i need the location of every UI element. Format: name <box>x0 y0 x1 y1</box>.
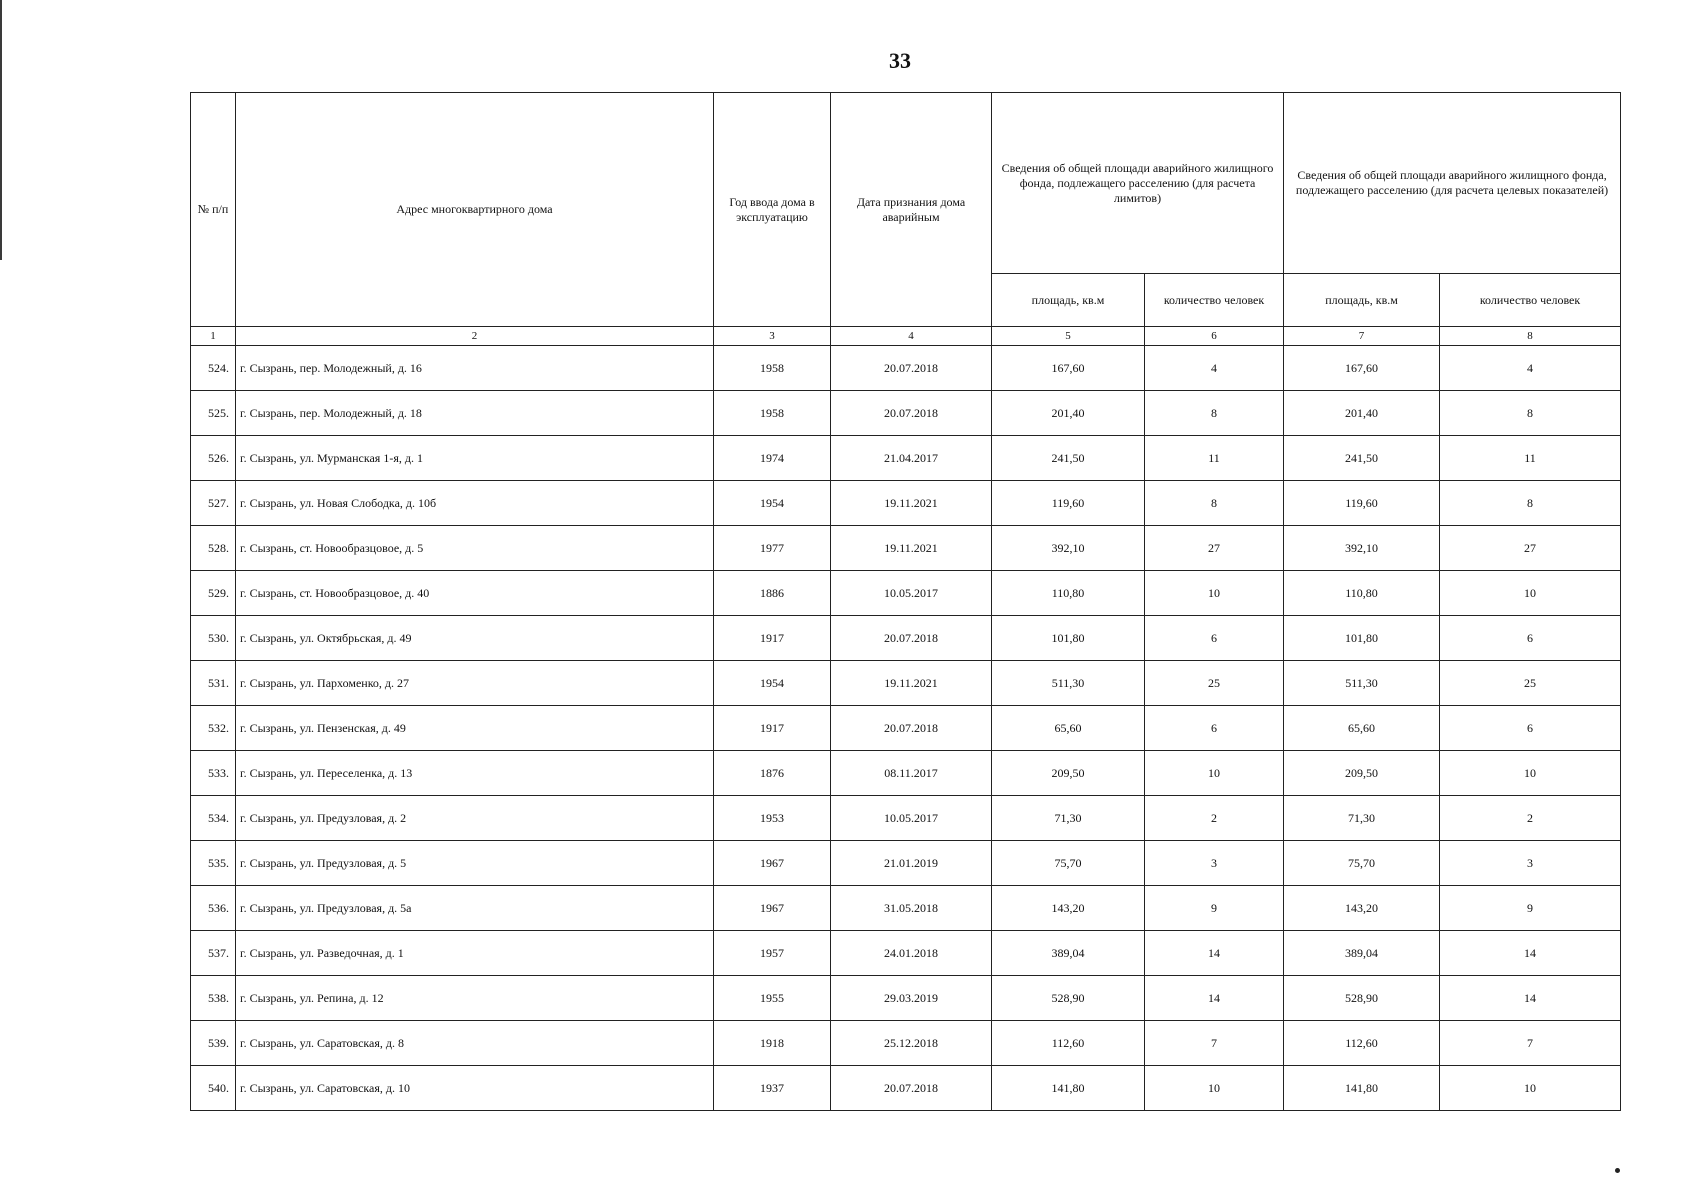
cell-year: 1974 <box>714 436 831 481</box>
table-body <box>191 346 1621 1111</box>
cell-people-targets: 14 <box>1440 931 1621 976</box>
column-number: 6 <box>1145 327 1284 346</box>
cell-area-limits: 511,30 <box>992 661 1145 706</box>
cell-year: 1955 <box>714 976 831 1021</box>
header-area-targets: площадь, кв.м <box>1284 274 1440 327</box>
cell-address: г. Сызрань, ул. Пензенская, д. 49 <box>236 706 714 751</box>
table-row <box>191 796 1621 841</box>
cell-people-targets: 6 <box>1440 616 1621 661</box>
cell-area-limits: 75,70 <box>992 841 1145 886</box>
cell-people-targets: 8 <box>1440 481 1621 526</box>
table-row <box>191 751 1621 796</box>
cell-date: 19.11.2021 <box>831 481 992 526</box>
cell-people-targets: 27 <box>1440 526 1621 571</box>
cell-people-limits: 6 <box>1145 706 1284 751</box>
cell-year: 1977 <box>714 526 831 571</box>
table-row <box>191 571 1621 616</box>
cell-date: 10.05.2017 <box>831 796 992 841</box>
table-row <box>191 1021 1621 1066</box>
cell-area-targets: 528,90 <box>1284 976 1440 1021</box>
cell-people-targets: 14 <box>1440 976 1621 1021</box>
cell-address: г. Сызрань, ул. Разведочная, д. 1 <box>236 931 714 976</box>
header-year: Год ввода дома в эксплуатацию <box>714 93 831 327</box>
table-row <box>191 886 1621 931</box>
cell-area-targets: 119,60 <box>1284 481 1440 526</box>
cell-date: 20.07.2018 <box>831 706 992 751</box>
column-number: 4 <box>831 327 992 346</box>
cell-people-targets: 9 <box>1440 886 1621 931</box>
cell-date: 24.01.2018 <box>831 931 992 976</box>
cell-year: 1876 <box>714 751 831 796</box>
cell-area-targets: 209,50 <box>1284 751 1440 796</box>
cell-people-targets: 10 <box>1440 751 1621 796</box>
cell-area-targets: 110,80 <box>1284 571 1440 616</box>
cell-area-limits: 71,30 <box>992 796 1145 841</box>
cell-index: 532. <box>191 706 236 751</box>
cell-people-limits: 14 <box>1145 976 1284 1021</box>
cell-address: г. Сызрань, ст. Новообразцовое, д. 5 <box>236 526 714 571</box>
cell-year: 1967 <box>714 841 831 886</box>
cell-year: 1957 <box>714 931 831 976</box>
cell-index: 526. <box>191 436 236 481</box>
cell-date: 31.05.2018 <box>831 886 992 931</box>
cell-people-limits: 11 <box>1145 436 1284 481</box>
cell-date: 20.07.2018 <box>831 616 992 661</box>
cell-index: 531. <box>191 661 236 706</box>
cell-index: 529. <box>191 571 236 616</box>
cell-people-limits: 10 <box>1145 1066 1284 1111</box>
cell-area-limits: 101,80 <box>992 616 1145 661</box>
table-row <box>191 346 1621 391</box>
cell-index: 534. <box>191 796 236 841</box>
cell-people-targets: 4 <box>1440 346 1621 391</box>
emergency-housing-table <box>190 92 1621 1111</box>
table-row <box>191 1066 1621 1111</box>
table-row <box>191 526 1621 571</box>
cell-date: 21.04.2017 <box>831 436 992 481</box>
cell-area-limits: 167,60 <box>992 346 1145 391</box>
cell-year: 1937 <box>714 1066 831 1111</box>
cell-index: 533. <box>191 751 236 796</box>
table-row <box>191 661 1621 706</box>
table-row <box>191 706 1621 751</box>
header-address: Адрес многоквартирного дома <box>236 93 714 327</box>
cell-date: 19.11.2021 <box>831 526 992 571</box>
cell-year: 1958 <box>714 346 831 391</box>
cell-date: 21.01.2019 <box>831 841 992 886</box>
column-number: 3 <box>714 327 831 346</box>
cell-area-limits: 389,04 <box>992 931 1145 976</box>
header-date: Дата признания дома аварийным <box>831 93 992 327</box>
table-row <box>191 841 1621 886</box>
header-people-limits: количество человек <box>1145 274 1284 327</box>
cell-people-targets: 2 <box>1440 796 1621 841</box>
cell-address: г. Сызрань, ст. Новообразцовое, д. 40 <box>236 571 714 616</box>
column-number-row <box>191 327 1621 346</box>
cell-index: 528. <box>191 526 236 571</box>
header-people-targets: количество человек <box>1440 274 1621 327</box>
cell-address: г. Сызрань, ул. Мурманская 1-я, д. 1 <box>236 436 714 481</box>
header-row <box>191 93 1621 274</box>
cell-area-targets: 71,30 <box>1284 796 1440 841</box>
cell-area-targets: 143,20 <box>1284 886 1440 931</box>
cell-address: г. Сызрань, пер. Молодежный, д. 16 <box>236 346 714 391</box>
cell-year: 1954 <box>714 481 831 526</box>
cell-people-targets: 3 <box>1440 841 1621 886</box>
cell-area-limits: 209,50 <box>992 751 1145 796</box>
cell-year: 1958 <box>714 391 831 436</box>
cell-date: 20.07.2018 <box>831 346 992 391</box>
column-number: 5 <box>992 327 1145 346</box>
cell-people-targets: 8 <box>1440 391 1621 436</box>
cell-year: 1918 <box>714 1021 831 1066</box>
cell-year: 1954 <box>714 661 831 706</box>
table-row <box>191 436 1621 481</box>
cell-people-limits: 25 <box>1145 661 1284 706</box>
cell-date: 08.11.2017 <box>831 751 992 796</box>
cell-index: 540. <box>191 1066 236 1111</box>
cell-address: г. Сызрань, ул. Репина, д. 12 <box>236 976 714 1021</box>
cell-people-targets: 6 <box>1440 706 1621 751</box>
table-row <box>191 616 1621 661</box>
cell-index: 538. <box>191 976 236 1021</box>
cell-area-targets: 392,10 <box>1284 526 1440 571</box>
cell-index: 530. <box>191 616 236 661</box>
cell-address: г. Сызрань, ул. Саратовская, д. 10 <box>236 1066 714 1111</box>
cell-area-limits: 528,90 <box>992 976 1145 1021</box>
cell-area-limits: 201,40 <box>992 391 1145 436</box>
column-number: 7 <box>1284 327 1440 346</box>
cell-people-limits: 2 <box>1145 796 1284 841</box>
cell-year: 1917 <box>714 616 831 661</box>
table-row <box>191 931 1621 976</box>
cell-area-targets: 141,80 <box>1284 1066 1440 1111</box>
table-row <box>191 481 1621 526</box>
cell-area-limits: 110,80 <box>992 571 1145 616</box>
cell-year: 1917 <box>714 706 831 751</box>
cell-area-limits: 65,60 <box>992 706 1145 751</box>
cell-people-limits: 4 <box>1145 346 1284 391</box>
cell-people-targets: 25 <box>1440 661 1621 706</box>
cell-people-limits: 8 <box>1145 481 1284 526</box>
cell-index: 539. <box>191 1021 236 1066</box>
cell-index: 524. <box>191 346 236 391</box>
cell-area-targets: 389,04 <box>1284 931 1440 976</box>
header-group-targets: Сведения об общей площади аварийного жилищного фонда, подлежащего расселению (для расчета целевых показателей) <box>1284 93 1621 274</box>
cell-people-targets: 11 <box>1440 436 1621 481</box>
cell-people-targets: 7 <box>1440 1021 1621 1066</box>
cell-area-targets: 511,30 <box>1284 661 1440 706</box>
cell-date: 20.07.2018 <box>831 391 992 436</box>
cell-people-limits: 27 <box>1145 526 1284 571</box>
cell-date: 29.03.2019 <box>831 976 992 1021</box>
cell-index: 536. <box>191 886 236 931</box>
cell-index: 525. <box>191 391 236 436</box>
cell-address: г. Сызрань, пер. Молодежный, д. 18 <box>236 391 714 436</box>
page-number: 33 <box>889 48 911 73</box>
cell-area-targets: 201,40 <box>1284 391 1440 436</box>
cell-year: 1967 <box>714 886 831 931</box>
cell-area-targets: 75,70 <box>1284 841 1440 886</box>
cell-address: г. Сызрань, ул. Пархоменко, д. 27 <box>236 661 714 706</box>
cell-index: 535. <box>191 841 236 886</box>
header-area-limits: площадь, кв.м <box>992 274 1145 327</box>
cell-index: 527. <box>191 481 236 526</box>
cell-people-limits: 10 <box>1145 751 1284 796</box>
cell-area-limits: 119,60 <box>992 481 1145 526</box>
cell-address: г. Сызрань, ул. Предузловая, д. 5 <box>236 841 714 886</box>
cell-date: 10.05.2017 <box>831 571 992 616</box>
cell-date: 19.11.2021 <box>831 661 992 706</box>
cell-year: 1886 <box>714 571 831 616</box>
cell-address: г. Сызрань, ул. Октябрьская, д. 49 <box>236 616 714 661</box>
cell-area-limits: 141,80 <box>992 1066 1145 1111</box>
cell-index: 537. <box>191 931 236 976</box>
column-number: 8 <box>1440 327 1621 346</box>
cell-people-limits: 9 <box>1145 886 1284 931</box>
table-row <box>191 391 1621 436</box>
column-number: 2 <box>236 327 714 346</box>
cell-address: г. Сызрань, ул. Переселенка, д. 13 <box>236 751 714 796</box>
cell-area-targets: 112,60 <box>1284 1021 1440 1066</box>
cell-area-targets: 167,60 <box>1284 346 1440 391</box>
cell-address: г. Сызрань, ул. Предузловая, д. 5а <box>236 886 714 931</box>
cell-people-targets: 10 <box>1440 571 1621 616</box>
cell-people-limits: 6 <box>1145 616 1284 661</box>
cell-area-limits: 241,50 <box>992 436 1145 481</box>
column-number: 1 <box>191 327 236 346</box>
cell-people-targets: 10 <box>1440 1066 1621 1111</box>
cell-date: 25.12.2018 <box>831 1021 992 1066</box>
header-group-limits: Сведения об общей площади аварийного жилищного фонда, подлежащего расселению (для расчета лимитов) <box>992 93 1284 274</box>
cell-people-limits: 14 <box>1145 931 1284 976</box>
cell-area-targets: 65,60 <box>1284 706 1440 751</box>
scan-left-edge <box>0 0 2 260</box>
cell-address: г. Сызрань, ул. Саратовская, д. 8 <box>236 1021 714 1066</box>
cell-people-limits: 8 <box>1145 391 1284 436</box>
cell-year: 1953 <box>714 796 831 841</box>
cell-area-targets: 241,50 <box>1284 436 1440 481</box>
cell-area-limits: 143,20 <box>992 886 1145 931</box>
cell-people-limits: 3 <box>1145 841 1284 886</box>
cell-area-limits: 112,60 <box>992 1021 1145 1066</box>
cell-address: г. Сызрань, ул. Новая Слободка, д. 10б <box>236 481 714 526</box>
cell-address: г. Сызрань, ул. Предузловая, д. 2 <box>236 796 714 841</box>
scan-dot <box>1615 1168 1620 1173</box>
cell-people-limits: 10 <box>1145 571 1284 616</box>
cell-date: 20.07.2018 <box>831 1066 992 1111</box>
header-idx: № п/п <box>191 93 236 327</box>
table-row <box>191 976 1621 1021</box>
cell-area-limits: 392,10 <box>992 526 1145 571</box>
cell-area-targets: 101,80 <box>1284 616 1440 661</box>
cell-people-limits: 7 <box>1145 1021 1284 1066</box>
